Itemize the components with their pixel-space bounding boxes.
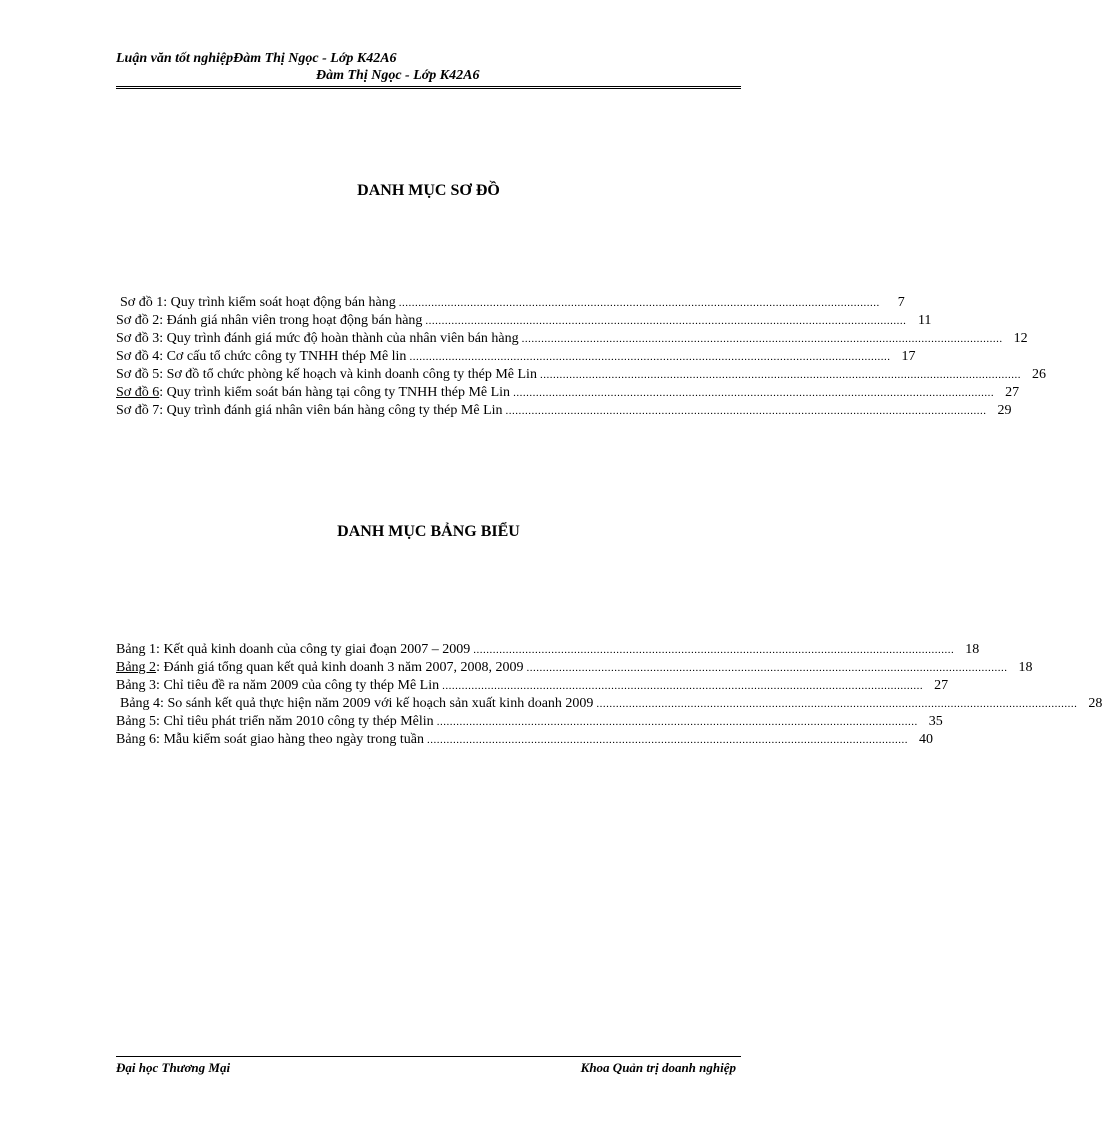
toc-leader: .................................................................................................................................................... bbox=[473, 644, 955, 656]
toc-leader: .................................................................................................................................................... bbox=[513, 387, 995, 399]
header-divider bbox=[116, 86, 741, 89]
toc-entry-label: Sơ đồ 7: Quy trình đánh giá nhân viên bán hàng công ty thép Mê Lin bbox=[116, 403, 503, 418]
toc-entry-page: 35 bbox=[928, 714, 943, 729]
toc-entry-page: 11 bbox=[917, 313, 932, 328]
toc-entry[interactable] bbox=[116, 312, 932, 330]
toc-leader: .................................................................................................................................................... bbox=[526, 662, 1008, 674]
toc-entry[interactable] bbox=[116, 348, 916, 366]
toc-leader: .................................................................................................................................................... bbox=[442, 680, 924, 692]
toc-entry-page: 27 bbox=[934, 678, 949, 693]
toc-entry[interactable] bbox=[116, 402, 1012, 420]
toc-leader: .................................................................................................................................................... bbox=[409, 351, 891, 363]
toc-entry[interactable] bbox=[116, 695, 1102, 713]
toc-entry[interactable] bbox=[116, 366, 1046, 384]
toc-entry-label: Bảng 4: So sánh kết quả thực hiện năm 2009 với kế hoạch sản xuất kinh doanh 2009 bbox=[120, 696, 594, 711]
toc-entry-label: Bảng 3: Chỉ tiêu đề ra năm 2009 của công ty thép Mê Lin bbox=[116, 678, 440, 693]
table-list bbox=[116, 641, 1102, 749]
toc-entry-page: 7 bbox=[897, 295, 905, 310]
toc-leader: .................................................................................................................................................... bbox=[425, 315, 907, 327]
table-list-title: DANH MỤC BẢNG BIỂU bbox=[337, 523, 520, 540]
toc-entry-page: 40 bbox=[918, 732, 933, 747]
toc-entry-page: 28 bbox=[1088, 696, 1102, 711]
header-line-1: Luận văn tốt nghiệpĐàm Thị Ngọc - Lớp K42A6 bbox=[116, 51, 397, 66]
toc-leader: .................................................................................................................................................... bbox=[426, 734, 908, 746]
toc-entry-page: 26 bbox=[1031, 367, 1046, 382]
toc-entry[interactable] bbox=[116, 659, 1033, 677]
toc-entry-label-rest: : Quy trình kiểm soát bán hàng tại công ty TNHH thép Mê Lin bbox=[159, 385, 511, 400]
toc-entry-page: 18 bbox=[965, 642, 980, 657]
toc-entry-label: Sơ đồ 3: Quy trình đánh giá mức độ hoàn thành của nhân viên bán hàng bbox=[116, 331, 519, 346]
toc-entry-label: Sơ đồ 2: Đánh giá nhân viên trong hoạt động bán hàng bbox=[116, 313, 423, 328]
page-footer bbox=[116, 1060, 736, 1076]
toc-entry[interactable] bbox=[116, 641, 980, 659]
toc-entry-label: Sơ đồ 5: Sơ đồ tổ chức phòng kế hoạch và kinh doanh công ty thép Mê Lin bbox=[116, 367, 537, 382]
diagram-list-title: DANH MỤC SƠ ĐỒ bbox=[357, 182, 500, 199]
footer-faculty: Khoa Quản trị doanh nghiệp bbox=[580, 1060, 736, 1075]
toc-entry-page: 17 bbox=[901, 349, 916, 364]
toc-entry[interactable] bbox=[116, 677, 949, 695]
footer-university: Đại học Thương Mại bbox=[116, 1060, 231, 1075]
toc-leader: .................................................................................................................................................... bbox=[398, 297, 880, 309]
toc-entry-label bbox=[116, 659, 524, 677]
toc-entry-label: Bảng 5: Chỉ tiêu phát triển năm 2010 công ty thép Mêlin bbox=[116, 714, 434, 729]
toc-entry[interactable] bbox=[116, 330, 1028, 348]
toc-leader: .................................................................................................................................................... bbox=[505, 405, 987, 417]
toc-entry-page: 29 bbox=[997, 403, 1012, 418]
footer-divider bbox=[116, 1056, 741, 1057]
toc-entry-label: Bảng 1: Kết quả kinh doanh của công ty giai đoạn 2007 – 2009 bbox=[116, 642, 471, 657]
toc-entry-page: 27 bbox=[1005, 385, 1020, 400]
toc-entry-label: Sơ đồ 1: Quy trình kiểm soát hoạt động bán hàng bbox=[120, 295, 396, 310]
toc-leader: .................................................................................................................................................... bbox=[521, 333, 1003, 345]
toc-entry[interactable] bbox=[116, 294, 905, 312]
page-header bbox=[116, 50, 741, 84]
toc-entry-link[interactable]: Sơ đồ 6 bbox=[116, 385, 160, 400]
toc-entry-label: Sơ đồ 4: Cơ cấu tổ chức công ty TNHH thép Mê lin bbox=[116, 349, 407, 364]
toc-entry-label-rest: : Đánh giá tổng quan kết quả kinh doanh 3 năm 2007, 2008, 2009 bbox=[156, 660, 524, 675]
toc-entry-label: Bảng 6: Mẫu kiểm soát giao hàng theo ngày trong tuần bbox=[116, 732, 424, 747]
diagram-list bbox=[116, 294, 1046, 420]
toc-entry-link[interactable]: Bảng 2 bbox=[116, 660, 157, 675]
toc-entry-page: 18 bbox=[1018, 660, 1033, 675]
toc-leader: .................................................................................................................................................... bbox=[436, 716, 918, 728]
toc-entry[interactable] bbox=[116, 731, 933, 749]
toc-leader: .................................................................................................................................................... bbox=[539, 369, 1021, 381]
toc-entry[interactable] bbox=[116, 384, 1020, 402]
toc-entry-page: 12 bbox=[1013, 331, 1028, 346]
header-line-2: Đàm Thị Ngọc - Lớp K42A6 bbox=[316, 68, 480, 83]
toc-leader: .................................................................................................................................................... bbox=[596, 698, 1078, 710]
toc-entry-label bbox=[116, 384, 510, 402]
toc-entry[interactable] bbox=[116, 713, 943, 731]
